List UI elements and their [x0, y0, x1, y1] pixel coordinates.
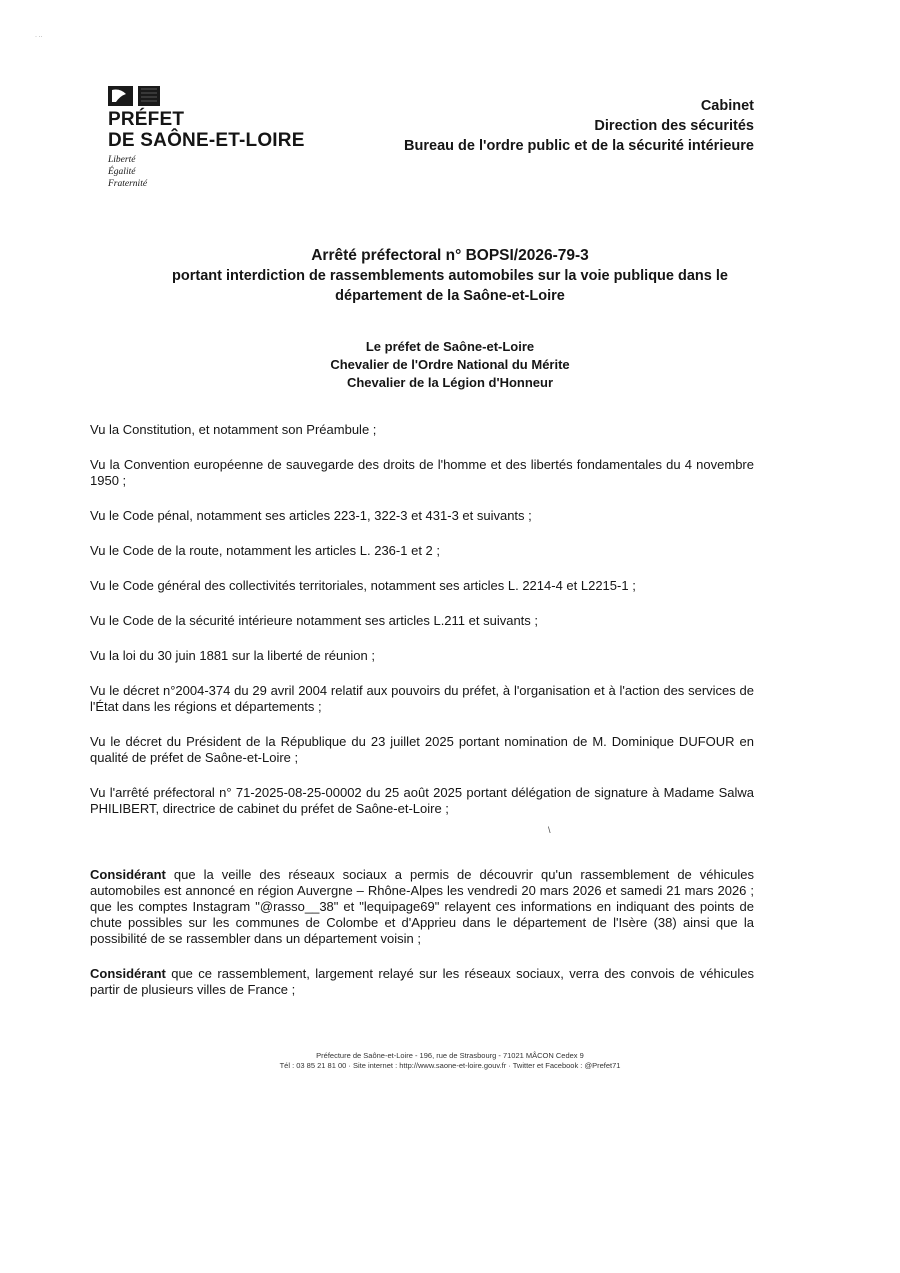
footer-contact: Tél : 03 85 21 81 00 · Site internet : http://www.saone-et-loire.gouv.fr · Twitter et Facebook : @Prefet71 [279, 1061, 621, 1070]
motto-egalite: Égalité [108, 167, 136, 177]
visa-item: Vu la loi du 30 juin 1881 sur la liberté de réunion ; [90, 648, 375, 663]
considerant-item [90, 966, 754, 998]
marianne-logo-icon [108, 86, 162, 106]
prefet-order-merite: Chevalier de l'Ordre National du Mérite [330, 357, 570, 372]
visa-item: Vu la Constitution, et notamment son Préambule ; [90, 422, 377, 437]
page-footer [150, 1051, 750, 1071]
bureau-label: Bureau de l'ordre public et de la sécurité intérieure [404, 138, 754, 154]
visa-item: Vu l'arrêté préfectoral n° 71-2025-08-25-00002 du 25 août 2025 portant délégation de signature à Madame Salwa PHILIBERT, directrice de cabinet du préfet de Saône-et-Loire ; [90, 785, 754, 816]
visa-item: Vu le Code de la route, notamment les articles L. 236-1 et 2 ; [90, 543, 440, 558]
prefet-legion-honneur: Chevalier de la Légion d'Honneur [346, 375, 554, 390]
republic-motto [108, 154, 338, 190]
considerant-lead: Considérant [90, 867, 166, 882]
prefet-titles [100, 338, 800, 392]
considerant-item [90, 867, 754, 947]
logo-line2: DE SAÔNE-ET-LOIRE [108, 130, 305, 151]
decree-number: Arrêté préfectoral n° BOPSI/2026-79-3 [311, 247, 589, 264]
considerant-lead: Considérant [90, 966, 166, 981]
prefet-logo-block [108, 109, 338, 190]
scan-artifact: · ·· [35, 34, 43, 40]
cabinet-label: Cabinet [700, 98, 754, 114]
visa-item: Vu le Code de la sécurité intérieure notamment ses articles L.211 et suivants ; [90, 613, 539, 628]
issuing-service [404, 96, 754, 156]
decree-subject-line1: portant interdiction de rassemblements automobiles sur la voie publique dans le [172, 268, 728, 284]
considerant-text: que ce rassemblement, largement relayé sur les réseaux sociaux, verra des convois de véhicules partir de plusieurs villes de France ; [90, 966, 754, 997]
prefet-name-line: Le préfet de Saône-et-Loire [365, 339, 535, 354]
footer-address: Préfecture de Saône-et-Loire - 196, rue de Strasbourg - 71021 MÂCON Cedex 9 [316, 1051, 584, 1060]
direction-label: Direction des sécurités [594, 118, 754, 134]
motto-fraternite: Fraternité [108, 179, 148, 189]
stray-mark: \ [548, 825, 551, 835]
visa-item: Vu la Convention européenne de sauvegarde des droits de l'homme et des libertés fondamentales du 4 novembre 1950 ; [90, 457, 754, 488]
decree-title [100, 246, 800, 306]
decree-subject-line2: département de la Saône-et-Loire [335, 288, 565, 304]
considerant-text: que la veille des réseaux sociaux a permis de découvrir qu'un rassemblement de véhicules automobiles est annoncé en région Auvergne – Rhône-Alpes les vendredi 20 mars 2026 et samedi 21 mars 2026 ; que les comptes Instagram "@rasso__38" et "lequipage69" relayent ces informations en indiquant des points de chute possibles sur les communes de Colombe et d'Apprieu dans le département de l'Isère (38) ainsi que la possibilité de se rassembler dans un département voisin ; [90, 867, 754, 946]
decree-body [90, 422, 754, 1017]
visa-item: Vu le décret n°2004-374 du 29 avril 2004 relatif aux pouvoirs du préfet, à l'organisation et à l'action des services de l'État dans les régions et départements ; [90, 683, 754, 714]
motto-liberte: Liberté [108, 155, 136, 165]
logo-line1: PRÉFET [108, 109, 185, 130]
visa-item: Vu le Code général des collectivités territoriales, notamment ses articles L. 2214-4 et L2215-1 ; [90, 578, 636, 593]
visa-item: Vu le décret du Président de la République du 23 juillet 2025 portant nomination de M. Dominique DUFOUR en qualité de préfet de Saône-et-Loire ; [90, 734, 754, 765]
visa-item: Vu le Code pénal, notamment ses articles 223-1, 322-3 et 431-3 et suivants ; [90, 508, 532, 523]
